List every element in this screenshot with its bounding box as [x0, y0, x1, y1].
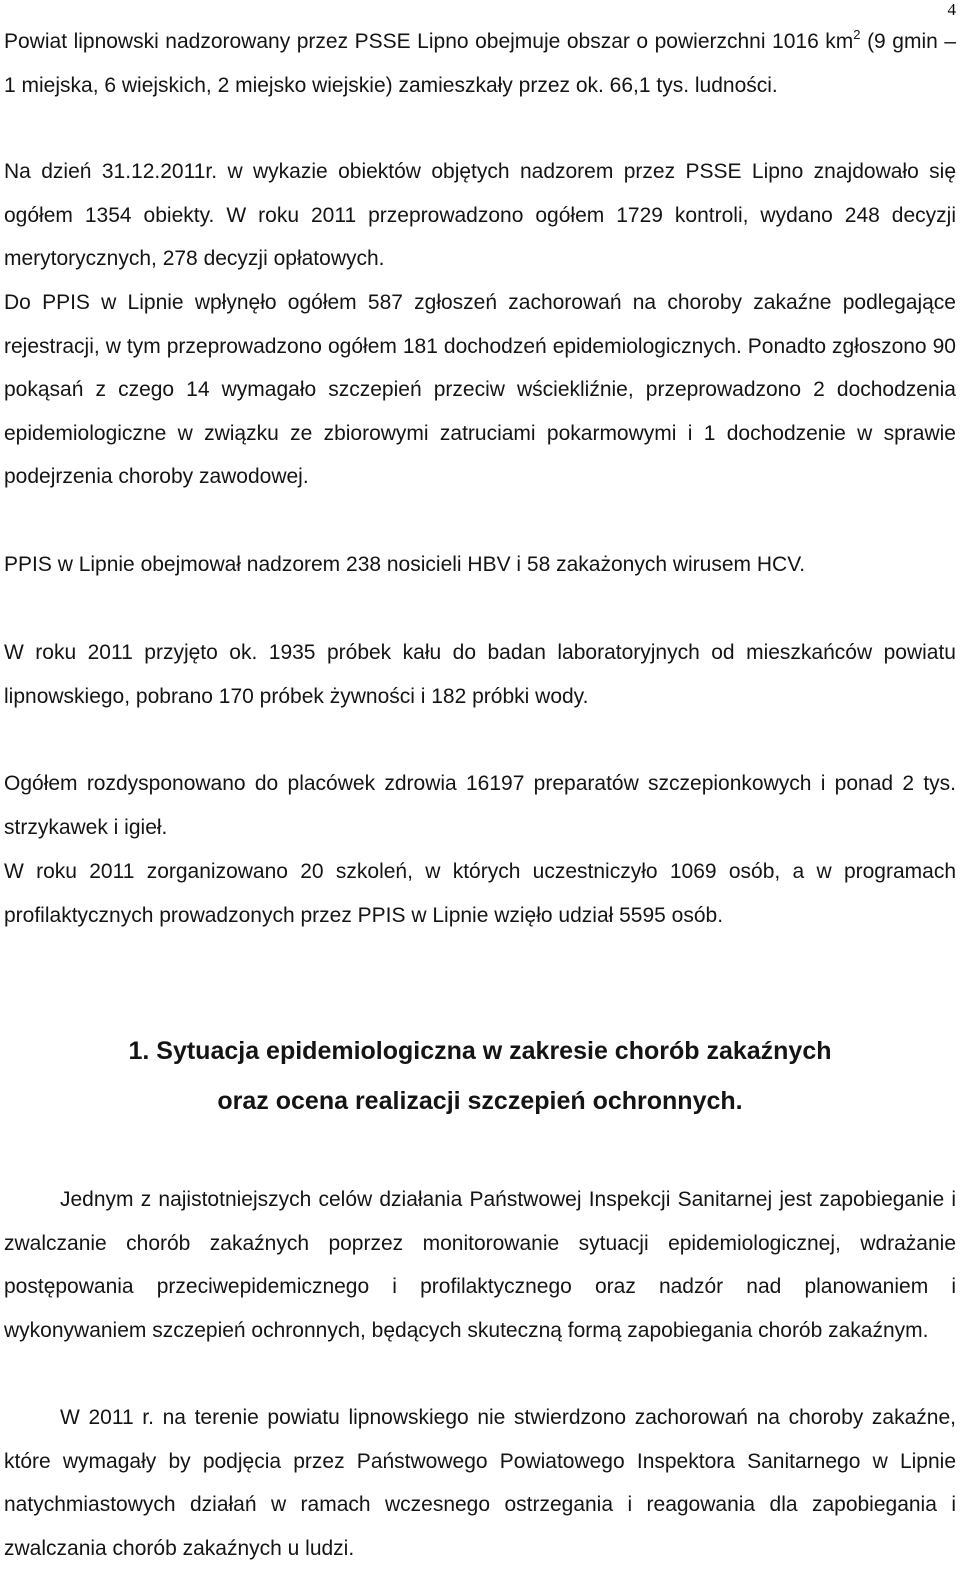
area-superscript: 2: [853, 27, 861, 42]
section-heading-line-2: oraz ocena realizacji szczepień ochronnych.: [217, 1087, 743, 1115]
intro-paragraph-epidemiology: Do PPIS w Lipnie wpłynęło ogółem 587 zgłoszeń zachorowań na choroby zakaźne podlegające rejestracji, w tym przeprowadzono ogółem 181 dochodzeń epidemiologicznych. Ponadto zgłoszono 90 pokąsań z czego 14 wymagało szczepień przeciw wściekliźnie, przeprowadzono 2 dochodzenia epidemiologiczne w związku ze zbiorowymi zatruciami pokarmowymi i 1 dochodzenie w sprawie podejrzenia choroby zawodowej.: [4, 291, 956, 488]
intro-paragraph-vaccines: Ogółem rozdysponowano do placówek zdrowia 16197 preparatów szczepionkowych i ponad 2 tys. strzykawek i igieł.: [4, 772, 956, 839]
intro-paragraph-samples: W roku 2011 przyjęto ok. 1935 próbek kału do badan laboratoryjnych od mieszkańców powiatu lipnowskiego, pobrano 170 próbek żywności i 182 próbki wody.: [4, 641, 956, 708]
section-heading-line-1: 1. Sytuacja epidemiologiczna w zakresie chorób zakaźnych: [128, 1037, 832, 1065]
page-number: 4: [947, 0, 956, 19]
intro-paragraph-area: [4, 20, 956, 107]
area-text-continued: (9 gmin – 1 miejska, 6 wiejskich, 2 miejsko wiejskie) zamieszkały przez ok. 66,1 tys. ludności.: [4, 30, 956, 97]
intro-paragraph-carriers: PPIS w Lipnie obejmował nadzorem 238 nosicieli HBV i 58 zakażonych wirusem HCV.: [4, 553, 806, 576]
section-paragraph-goals: Jednym z najistotniejszych celów działania Państwowej Inspekcji Sanitarnej jest zapobieganie i zwalczanie chorób zakaźnych poprzez monitorowanie sytuacji epidemiologicznej, wdrażanie postępowania przeciwepidemicznego i profilaktycznego oraz nadzór nad planowaniem i wykonywaniem szczepień ochronnych, będących skuteczną formą zapobiegania chorób zakaźnym.: [4, 1188, 956, 1342]
section-paragraph-2011: W 2011 r. na terenie powiatu lipnowskiego nie stwierdzono zachorowań na choroby zakaźne, które wymagały by podjęcia przez Państwowego Powiatowego Inspektora Sanitarnego w Lipnie natychmiastowych działań w ramach wczesnego ostrzegania i reagowania dla zapobiegania i zwalczania chorób zakaźnych u ludzi.: [4, 1406, 956, 1560]
intro-paragraph-objects: Na dzień 31.12.2011r. w wykazie obiektów objętych nadzorem przez PSSE Lipno znajdowało się ogółem 1354 obiekty. W roku 2011 przeprowadzono ogółem 1729 kontroli, wydano 248 decyzji merytorycznych, 278 decyzji opłatowych.: [4, 160, 956, 270]
intro-paragraph-trainings: W roku 2011 zorganizowano 20 szkoleń, w których uczestniczyło 1069 osób, a w programach profilaktycznych prowadzonych przez PPIS w Lipnie wzięło udział 5595 osób.: [4, 860, 956, 927]
area-text: Powiat lipnowski nadzorowany przez PSSE Lipno obejmuje obszar o powierzchni 1016 km: [4, 30, 854, 53]
